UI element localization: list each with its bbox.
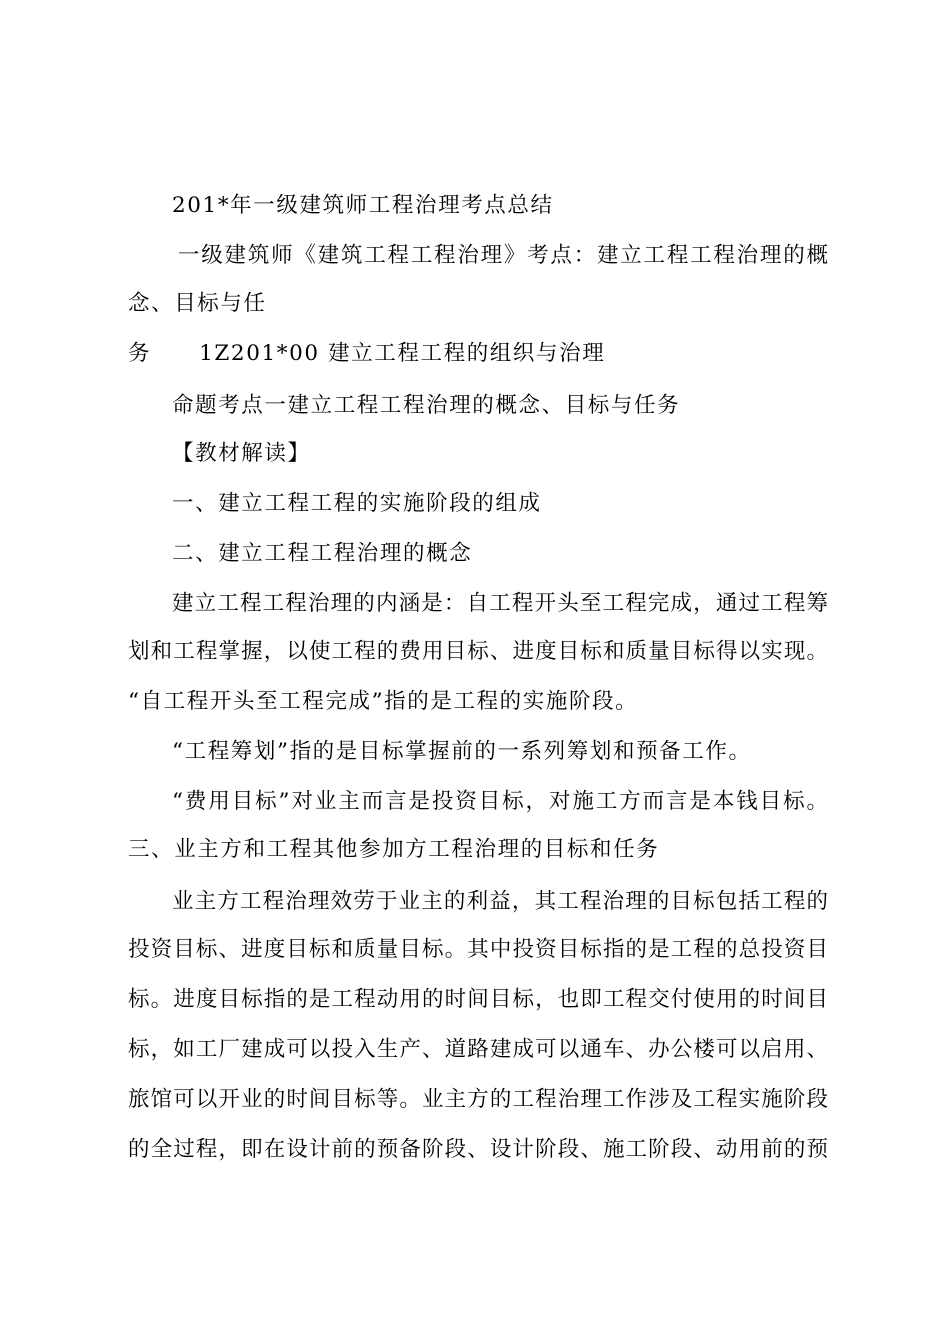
paragraph-line: 旅馆可以开业的时间目标等。业主方的工程治理工作涉及工程实施阶段 [128, 1087, 828, 1112]
paragraph-line: 标。进度目标指的是工程动用的时间目标，也即工程交付使用的时间目 [128, 987, 828, 1012]
reading-heading: 【教材解读】 [172, 441, 311, 466]
paragraph-line: “费用目标”对业主而言是投资目标，对施工方而言是本钱目标。 [172, 789, 828, 814]
subtitle-line-end: 务 [128, 341, 152, 366]
paragraph-line: 的全过程，即在设计前的预备阶段、设计阶段、施工阶段、动用前的预 [128, 1137, 828, 1162]
paragraph-line: “自工程开头至工程完成”指的是工程的实施阶段。 [128, 689, 639, 714]
paragraph-line: “工程筹划”指的是目标掌握前的一系列筹划和预备工作。 [172, 739, 752, 764]
topic-heading: 命题考点一建立工程工程治理的概念、目标与任务 [172, 393, 681, 418]
paragraph-line: 标，如工厂建成可以投入生产、道路建成可以通车、办公楼可以启用、 [128, 1037, 828, 1062]
paragraph-line: 投资目标、进度目标和质量目标。其中投资目标指的是工程的总投资目 [128, 937, 828, 962]
subtitle-line: 念、目标与任 [128, 291, 267, 316]
document-title: 201*年一级建筑师工程治理考点总结 [172, 193, 554, 218]
section-heading: 二、建立工程工程治理的概念 [172, 541, 473, 566]
section-code: 1Z201*00 建立工程工程的组织与治理 [199, 341, 606, 366]
section-heading: 一、建立工程工程的实施阶段的组成 [172, 491, 542, 516]
subtitle-line: 一级建筑师《建筑工程工程治理》考点：建立工程工程治理的概 [178, 243, 828, 268]
paragraph-line: 划和工程掌握，以使工程的费用目标、进度目标和质量目标得以实现。 [128, 639, 828, 664]
section-heading: 三、业主方和工程其他参加方工程治理的目标和任务 [128, 837, 660, 862]
paragraph-line: 建立工程工程治理的内涵是：自工程开头至工程完成，通过工程筹 [172, 591, 828, 616]
subtitle-line [128, 334, 828, 374]
paragraph-line: 业主方工程治理效劳于业主的利益，其工程治理的目标包括工程的 [172, 889, 828, 914]
